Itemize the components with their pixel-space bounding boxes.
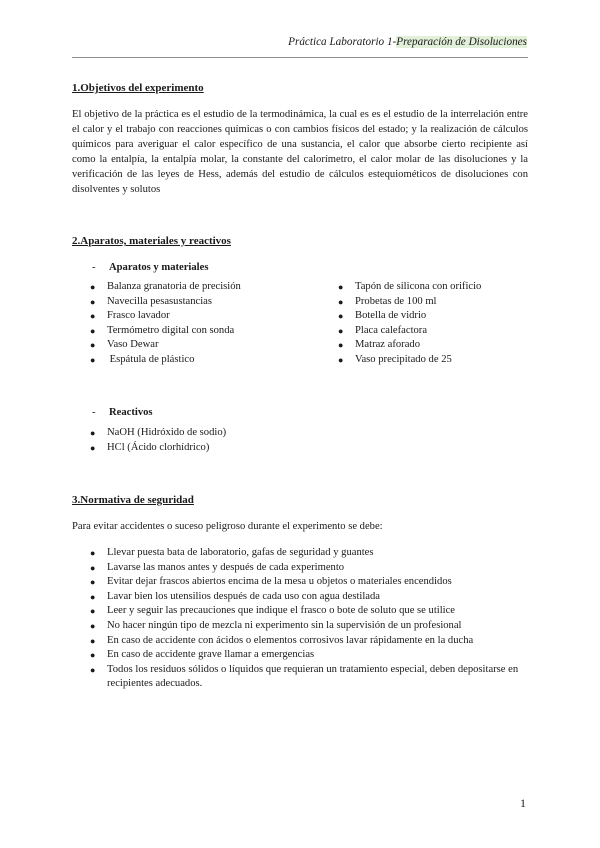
- bullet-icon: ●: [90, 606, 96, 617]
- section-heading-normativa: 3.Normativa de seguridad: [72, 494, 194, 506]
- material-item-text: Vaso precipitado de 25: [355, 353, 452, 365]
- subheading-title: Reactivos: [109, 407, 153, 418]
- section-heading-aparatos: 2.Aparatos, materiales y reactivos: [72, 235, 231, 247]
- safety-rule-item: [90, 634, 530, 649]
- safety-rule-item-text: No hacer ningún tipo de mezcla ni experimento sin la supervisión de un profesional: [107, 619, 462, 631]
- bullet-icon: ●: [90, 282, 96, 292]
- subheading-dash: -: [92, 262, 96, 273]
- bullet-icon: ●: [90, 442, 96, 453]
- bullet-icon: ●: [338, 311, 344, 322]
- subheading-reactivos: [92, 407, 153, 418]
- bullet-icon: ●: [90, 340, 96, 351]
- reactivo-item: [90, 441, 390, 456]
- material-item-text: Placa calefactora: [355, 324, 428, 336]
- reactivo-item-text: HCl (Ácido clorhídrico): [107, 441, 210, 453]
- page-number: 1: [520, 796, 526, 810]
- safety-rule-item: [90, 561, 530, 576]
- bullet-icon: ●: [90, 620, 96, 631]
- bullet-icon: ●: [90, 650, 96, 661]
- bullet-icon: ●: [90, 562, 96, 573]
- bullet-icon: ●: [90, 311, 96, 322]
- material-item-text: Espátula de plástico: [107, 353, 195, 365]
- reactivo-item: [90, 426, 390, 441]
- bullet-icon: ●: [338, 325, 344, 336]
- bullet-icon: ●: [90, 325, 96, 336]
- bullet-icon: ●: [90, 591, 96, 602]
- page-header: [288, 36, 527, 48]
- material-item: [338, 324, 538, 339]
- safety-rule-item-text: Lavar bien los utensilios después de cada uso con agua destilada: [107, 590, 381, 602]
- subheading-title: Aparatos y materiales: [109, 262, 209, 273]
- material-item: [90, 280, 330, 295]
- material-item: [338, 309, 538, 324]
- objetivos-paragraph: El objetivo de la práctica es el estudio de la termodinámica, la cual es es el estudio de la interrelación entre el calor y el trabajo con reacciones químicas o con cambios físicos del estado; y la realización de cálculos químicos para averiguar el calor específico de una sustancia, el calor que absorbe cierto recipiente así como la entalpía, la entalpía molar, la constante del calorímetro, el calor molar de las disoluciones y la verificación de las leyes de Hess, además del estudio de cálculos estequiométicos de disoluciones con disolventes y solutos: [72, 109, 528, 195]
- material-item: [90, 309, 330, 324]
- bullet-icon: ●: [90, 296, 96, 307]
- safety-rule-item: [90, 575, 530, 590]
- safety-rule-item-text: En caso de accidente grave llamar a emergencias: [107, 649, 315, 661]
- safety-rule-item-text: Llevar puesta bata de laboratorio, gafas de seguridad y guantes: [107, 547, 374, 558]
- bullet-icon: ●: [90, 577, 96, 588]
- reactivos-list: [90, 426, 390, 455]
- safety-rule-item-text: Leer y seguir las precauciones que indique el frasco o bote de soluto que se utilice: [107, 605, 456, 617]
- material-item: [90, 295, 330, 310]
- material-item: [90, 338, 330, 353]
- material-item: [338, 295, 538, 310]
- bullet-icon: ●: [338, 354, 344, 365]
- material-item-text: Navecilla pesasustancias: [107, 295, 213, 307]
- material-item-text: Botella de vidrio: [355, 310, 427, 322]
- material-item: [338, 280, 538, 295]
- bullet-icon: ●: [90, 635, 96, 646]
- subheading-aparatos-materiales: [92, 262, 208, 273]
- material-item-text: Termómetro digital con sonda: [107, 324, 235, 336]
- safety-rule-item-text: Evitar dejar frascos abiertos encima de la mesa u objetos o materiales encendidos: [107, 576, 452, 588]
- bullet-icon: ●: [338, 296, 344, 307]
- material-item: [90, 353, 330, 368]
- header-title-highlight: Preparación de Disoluciones: [396, 36, 527, 48]
- section-heading-objetivos: 1.Objetivos del experimento: [72, 82, 204, 94]
- bullet-icon: ●: [90, 548, 96, 558]
- header-title: Práctica Laboratorio 1-: [288, 36, 397, 48]
- material-item-text: Probetas de 100 ml: [355, 295, 437, 307]
- material-item-text: Balanza granatoria de precisión: [107, 281, 241, 292]
- material-item-text: Tapón de silicona con orificio: [355, 281, 482, 292]
- bullet-icon: ●: [90, 428, 96, 438]
- safety-rules-list: [90, 546, 530, 692]
- safety-rule-item: [90, 546, 530, 561]
- safety-rule-item: [90, 619, 530, 634]
- bullet-icon: ●: [338, 282, 344, 292]
- safety-rule-item-text: Lavarse las manos antes y después de cada experimento: [107, 561, 345, 573]
- material-item-text: Frasco lavador: [107, 310, 170, 322]
- bullet-icon: ●: [90, 354, 96, 365]
- material-item: [338, 353, 538, 368]
- bullet-icon: ●: [338, 340, 344, 351]
- subheading-dash: -: [92, 407, 96, 418]
- header-divider: [72, 57, 528, 58]
- reactivo-item-text: NaOH (Hidróxido de sodio): [107, 427, 227, 438]
- safety-rule-item: [90, 604, 530, 619]
- materials-list-right: [338, 280, 538, 368]
- material-item-text: Vaso Dewar: [107, 339, 159, 351]
- material-item-text: Matraz aforado: [355, 339, 420, 351]
- materials-list-left: [90, 280, 330, 368]
- safety-rule-item: [90, 590, 530, 605]
- safety-rule-item: [90, 648, 530, 663]
- normativa-intro: Para evitar accidentes o suceso peligroso durante el experimento se debe:: [72, 521, 383, 532]
- safety-rule-item-text: Todos los residuos sólidos o líquidos que requieran un tratamiento especial, deben depositarse en recipientes adecuados.: [107, 663, 521, 690]
- material-item: [338, 338, 538, 353]
- material-item: [90, 324, 330, 339]
- safety-rule-item-text: En caso de accidente con ácidos o elementos corrosivos lavar rápidamente en la ducha: [107, 634, 474, 646]
- safety-rule-item: [90, 663, 530, 692]
- bullet-icon: ●: [90, 664, 96, 675]
